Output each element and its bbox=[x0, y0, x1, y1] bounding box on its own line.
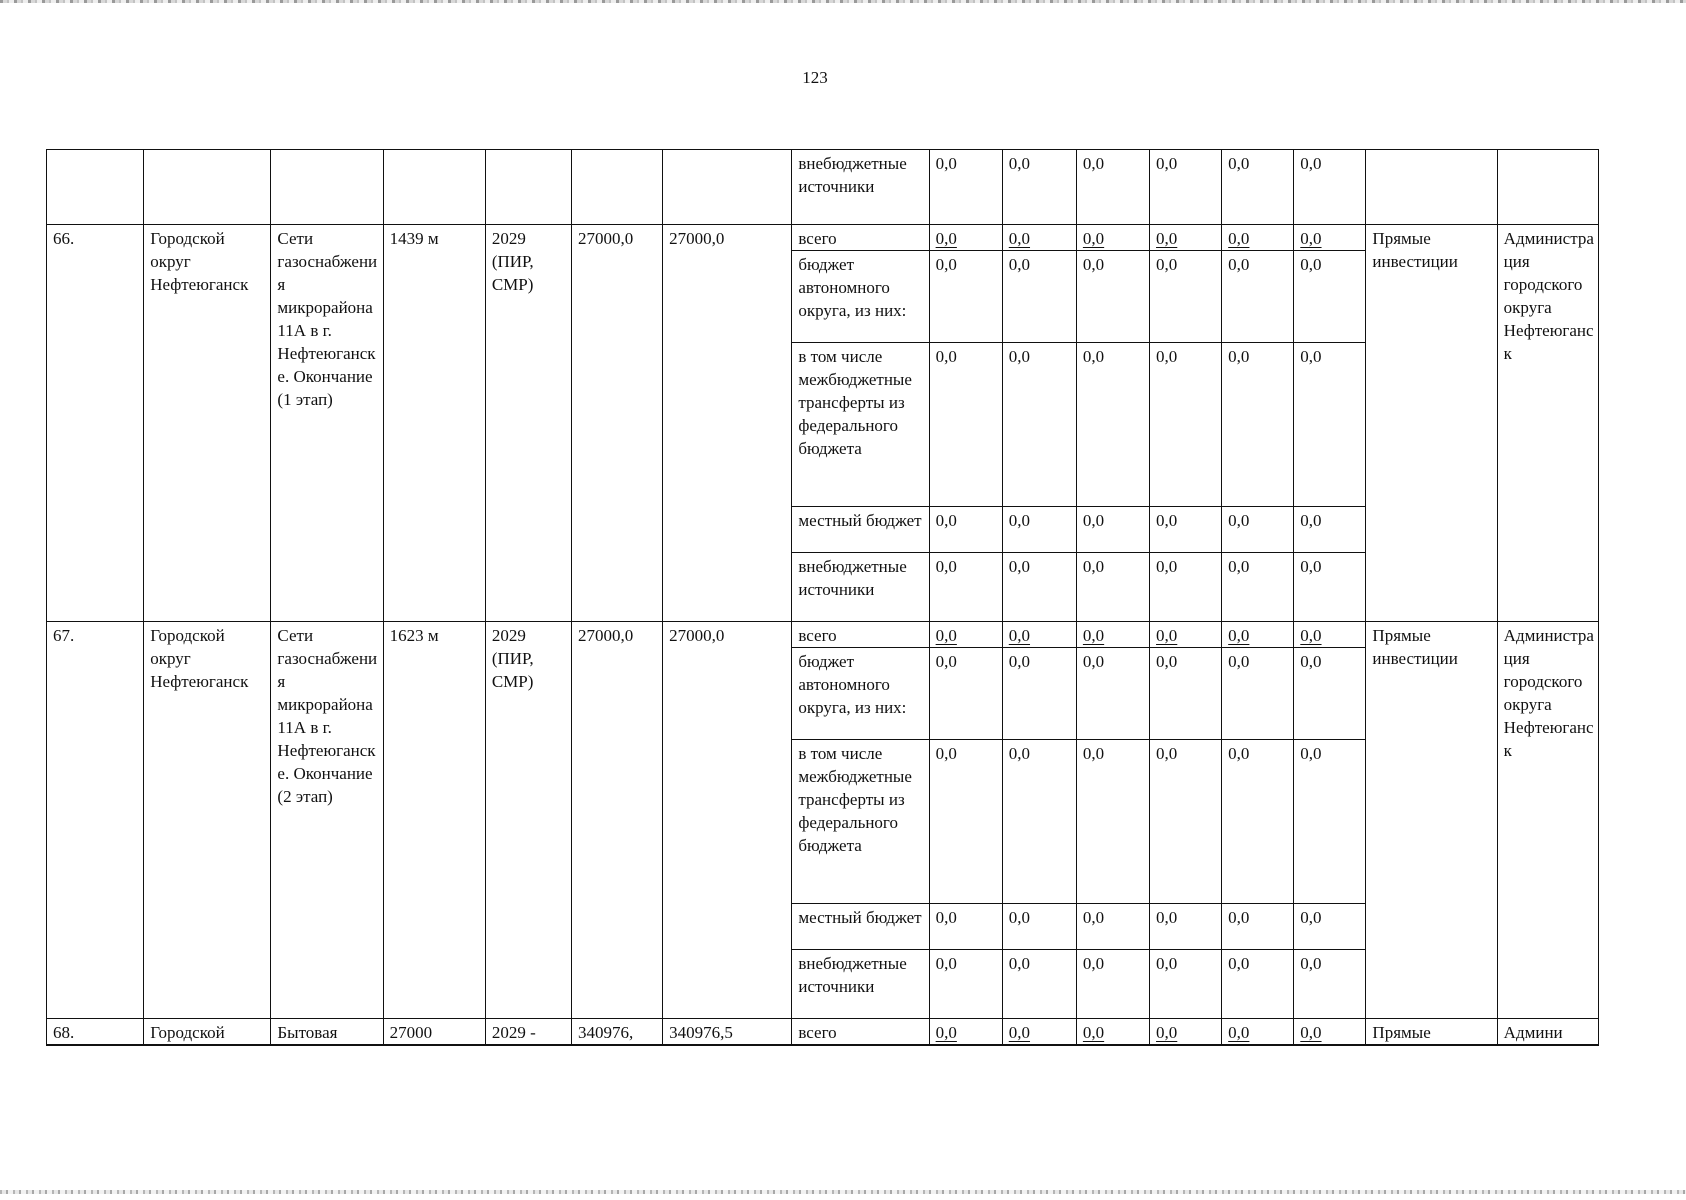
value-cell: 0,0 bbox=[1076, 150, 1149, 225]
investment-form-cell: Прямые инвестиции bbox=[1366, 225, 1497, 622]
value-cell: 0,0 bbox=[1002, 150, 1076, 225]
value-cell: 0,0 bbox=[1294, 150, 1366, 225]
value-cell: 0,0 bbox=[929, 251, 1002, 343]
value-cell: 0,0 bbox=[929, 553, 1002, 622]
responsible-cell: Администрация городского округа Нефтеюганск bbox=[1497, 225, 1598, 622]
value-cell: 0,0 bbox=[1002, 740, 1076, 904]
value-cell: 0,0 bbox=[1002, 343, 1076, 507]
scan-edge-top bbox=[0, 0, 1686, 3]
scan-edge-bottom bbox=[0, 1190, 1686, 1194]
value-cell: 0,0 bbox=[1002, 507, 1076, 553]
value-cell: 0,0 bbox=[1002, 251, 1076, 343]
object-cell bbox=[271, 150, 383, 225]
value-cell: 0,0 bbox=[1076, 1019, 1149, 1046]
value-cell: 0,0 bbox=[1222, 553, 1294, 622]
object-cell: Сети газоснабжения микрорайона 11А в г. Нефтеюганске. Окончание (2 этап) bbox=[271, 622, 383, 1019]
value-cell: 0,0 bbox=[1150, 740, 1222, 904]
value-cell: 0,0 bbox=[1076, 225, 1149, 251]
years-cell: 2029 (ПИР, СМР) bbox=[485, 622, 571, 1019]
value-cell: 0,0 bbox=[1294, 507, 1366, 553]
value-cell: 0,0 bbox=[1222, 904, 1294, 950]
num-cell: 66. bbox=[47, 225, 144, 622]
value-cell: 0,0 bbox=[929, 507, 1002, 553]
cost-total-cell: 340976, bbox=[571, 1019, 662, 1046]
funding-source-cell: всего bbox=[792, 1019, 929, 1046]
capacity-cell: 1439 м bbox=[383, 225, 485, 622]
funding-source-cell: местный бюджет bbox=[792, 904, 929, 950]
funding-source-cell: всего bbox=[792, 225, 929, 251]
investment-form-cell: Прямые инвестиции bbox=[1366, 622, 1497, 1019]
value-cell: 0,0 bbox=[1222, 1019, 1294, 1046]
funding-source-cell: в том числе межбюджетные трансферты из федерального бюджета bbox=[792, 740, 929, 904]
municipality-cell: Городской bbox=[144, 1019, 271, 1046]
capacity-cell: 27000 bbox=[383, 1019, 485, 1046]
value-cell: 0,0 bbox=[1222, 225, 1294, 251]
years-cell: 2029 - bbox=[485, 1019, 571, 1046]
value-cell: 0,0 bbox=[1294, 648, 1366, 740]
table-row bbox=[47, 150, 1599, 225]
value-cell: 0,0 bbox=[1294, 251, 1366, 343]
municipality-cell: Городской округ Нефтеюганск bbox=[144, 225, 271, 622]
table-row bbox=[47, 622, 1599, 648]
value-cell: 0,0 bbox=[1002, 553, 1076, 622]
value-cell: 0,0 bbox=[1294, 553, 1366, 622]
funding-source-cell: внебюджетные источники bbox=[792, 950, 929, 1019]
funding-source-cell: бюджет автономного округа, из них: bbox=[792, 251, 929, 343]
value-cell: 0,0 bbox=[1294, 904, 1366, 950]
investment-form-cell bbox=[1366, 150, 1497, 225]
value-cell: 0,0 bbox=[1294, 225, 1366, 251]
cost-remaining-cell: 27000,0 bbox=[663, 225, 792, 622]
num-cell: 67. bbox=[47, 622, 144, 1019]
value-cell: 0,0 bbox=[929, 950, 1002, 1019]
value-cell: 0,0 bbox=[1150, 150, 1222, 225]
cost-remaining-cell: 340976,5 bbox=[663, 1019, 792, 1046]
value-cell: 0,0 bbox=[1076, 740, 1149, 904]
value-cell: 0,0 bbox=[1002, 225, 1076, 251]
value-cell: 0,0 bbox=[1222, 740, 1294, 904]
responsible-cell bbox=[1497, 150, 1598, 225]
value-cell: 0,0 bbox=[929, 622, 1002, 648]
object-cell: Бытовая bbox=[271, 1019, 383, 1046]
municipality-cell bbox=[144, 150, 271, 225]
value-cell: 0,0 bbox=[1294, 740, 1366, 904]
funding-source-cell: внебюджетные источники bbox=[792, 553, 929, 622]
value-cell: 0,0 bbox=[929, 904, 1002, 950]
value-cell: 0,0 bbox=[1150, 225, 1222, 251]
value-cell: 0,0 bbox=[1294, 343, 1366, 507]
value-cell: 0,0 bbox=[1150, 251, 1222, 343]
years-cell bbox=[485, 150, 571, 225]
value-cell: 0,0 bbox=[1076, 950, 1149, 1019]
value-cell: 0,0 bbox=[1150, 950, 1222, 1019]
capacity-cell bbox=[383, 150, 485, 225]
value-cell: 0,0 bbox=[1076, 622, 1149, 648]
value-cell: 0,0 bbox=[1222, 150, 1294, 225]
value-cell: 0,0 bbox=[1222, 622, 1294, 648]
responsible-cell: Админи bbox=[1497, 1019, 1598, 1046]
cost-remaining-cell bbox=[663, 150, 792, 225]
value-cell: 0,0 bbox=[1076, 251, 1149, 343]
value-cell: 0,0 bbox=[1076, 553, 1149, 622]
responsible-cell: Администрация городского округа Нефтеюганск bbox=[1497, 622, 1598, 1019]
value-cell: 0,0 bbox=[1076, 507, 1149, 553]
municipality-cell: Городской округ Нефтеюганск bbox=[144, 622, 271, 1019]
investment-form-cell: Прямые bbox=[1366, 1019, 1497, 1046]
funding-source-cell: бюджет автономного округа, из них: bbox=[792, 648, 929, 740]
value-cell: 0,0 bbox=[1150, 648, 1222, 740]
value-cell: 0,0 bbox=[1294, 622, 1366, 648]
funding-source-cell: в том числе межбюджетные трансферты из федерального бюджета bbox=[792, 343, 929, 507]
value-cell: 0,0 bbox=[929, 343, 1002, 507]
value-cell: 0,0 bbox=[1222, 343, 1294, 507]
value-cell: 0,0 bbox=[1002, 648, 1076, 740]
value-cell: 0,0 bbox=[1150, 904, 1222, 950]
table-row bbox=[47, 225, 1599, 251]
funding-source-cell: внебюджетные источники bbox=[792, 150, 929, 225]
value-cell: 0,0 bbox=[1002, 622, 1076, 648]
value-cell: 0,0 bbox=[1150, 343, 1222, 507]
page-number: 123 bbox=[802, 68, 828, 87]
value-cell: 0,0 bbox=[1222, 507, 1294, 553]
object-cell: Сети газоснабжения микрорайона 11А в г. Нефтеюганске. Окончание (1 этап) bbox=[271, 225, 383, 622]
value-cell: 0,0 bbox=[1294, 1019, 1366, 1046]
value-cell: 0,0 bbox=[929, 648, 1002, 740]
value-cell: 0,0 bbox=[1076, 904, 1149, 950]
years-cell: 2029 (ПИР, СМР) bbox=[485, 225, 571, 622]
value-cell: 0,0 bbox=[1150, 507, 1222, 553]
value-cell: 0,0 bbox=[1002, 904, 1076, 950]
value-cell: 0,0 bbox=[1150, 1019, 1222, 1046]
num-cell: 68. bbox=[47, 1019, 144, 1046]
funding-source-cell: всего bbox=[792, 622, 929, 648]
value-cell: 0,0 bbox=[1150, 553, 1222, 622]
value-cell: 0,0 bbox=[1150, 622, 1222, 648]
value-cell: 0,0 bbox=[929, 225, 1002, 251]
value-cell: 0,0 bbox=[1076, 343, 1149, 507]
capacity-cell: 1623 м bbox=[383, 622, 485, 1019]
value-cell: 0,0 bbox=[1222, 950, 1294, 1019]
table-row bbox=[47, 1019, 1599, 1046]
value-cell: 0,0 bbox=[1222, 251, 1294, 343]
value-cell: 0,0 bbox=[1002, 950, 1076, 1019]
cost-total-cell: 27000,0 bbox=[571, 225, 662, 622]
value-cell: 0,0 bbox=[1294, 950, 1366, 1019]
cost-total-cell bbox=[571, 150, 662, 225]
value-cell: 0,0 bbox=[929, 150, 1002, 225]
value-cell: 0,0 bbox=[929, 740, 1002, 904]
value-cell: 0,0 bbox=[1002, 1019, 1076, 1046]
funding-source-cell: местный бюджет bbox=[792, 507, 929, 553]
cost-remaining-cell: 27000,0 bbox=[663, 622, 792, 1019]
value-cell: 0,0 bbox=[1076, 648, 1149, 740]
value-cell: 0,0 bbox=[1222, 648, 1294, 740]
cost-total-cell: 27000,0 bbox=[571, 622, 662, 1019]
num-cell bbox=[47, 150, 144, 225]
investment-table bbox=[46, 149, 1599, 1046]
value-cell: 0,0 bbox=[929, 1019, 1002, 1046]
